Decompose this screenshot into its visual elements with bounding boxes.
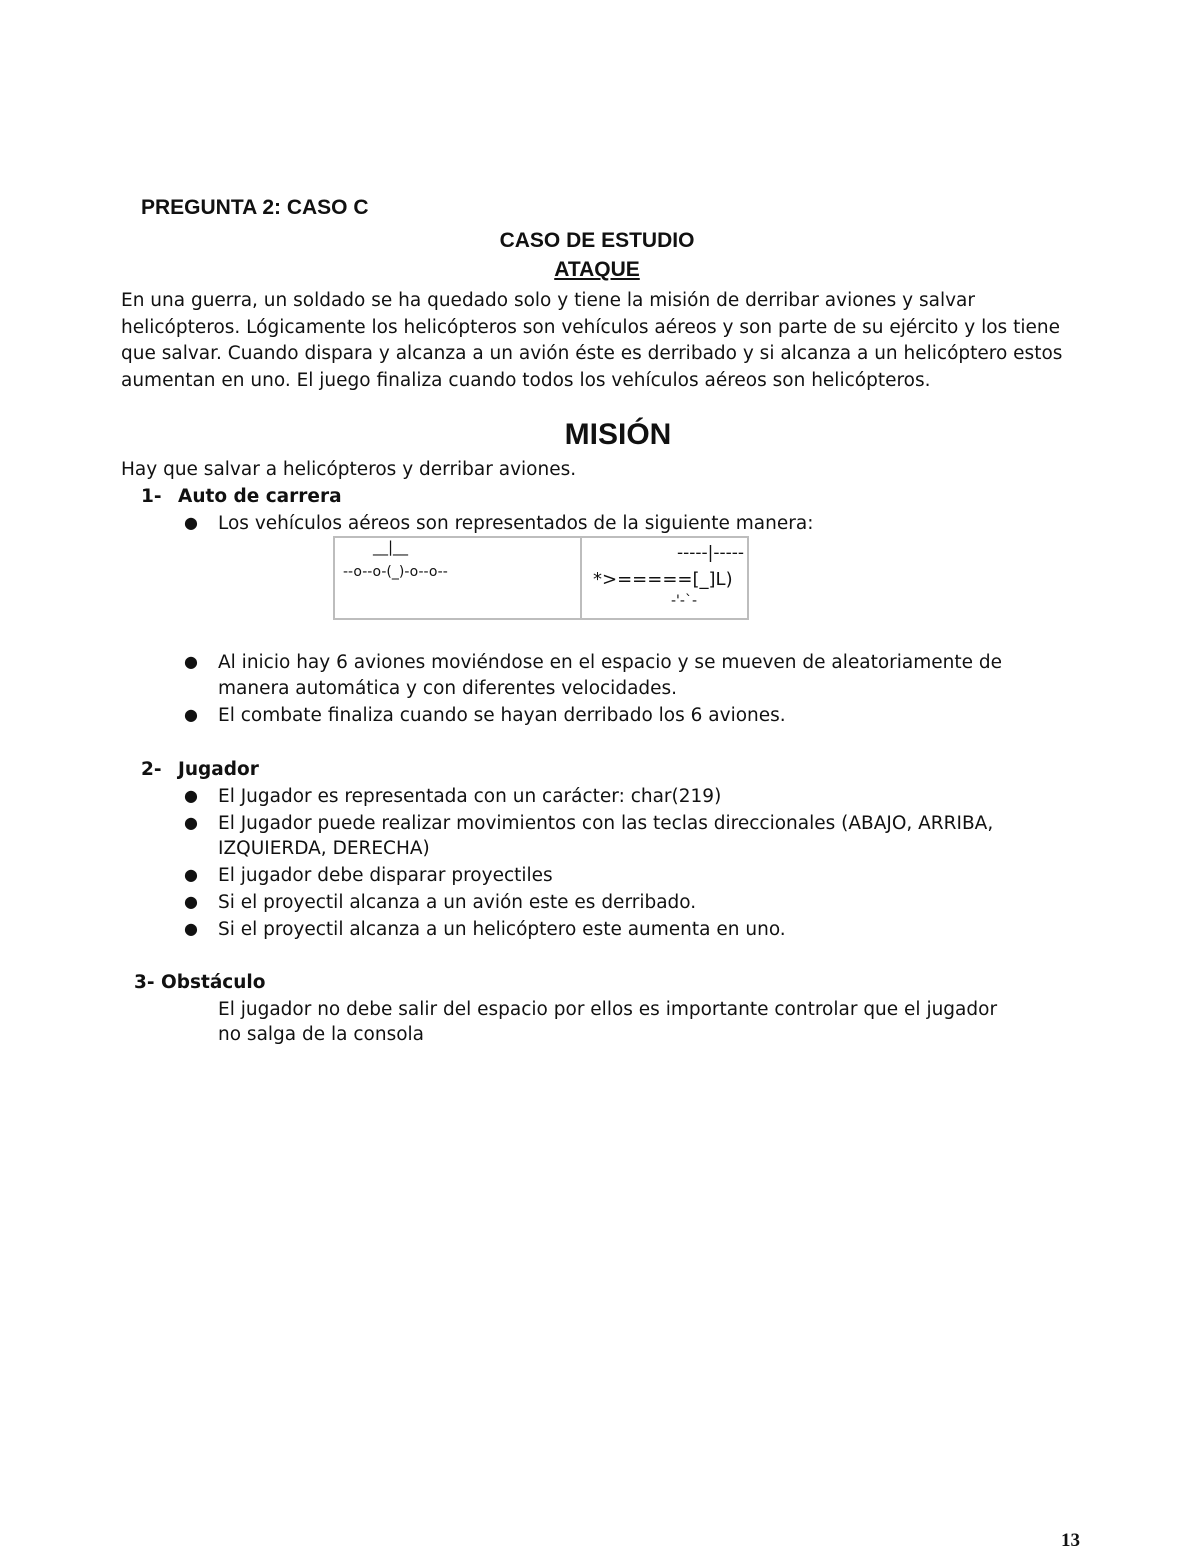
bullet-icon: ● [184, 652, 198, 671]
section1-bullet-a: Los vehículos aéreos son representados de la siguiente manera: [218, 513, 814, 534]
bullet-icon: ● [184, 705, 198, 724]
section1-bullet-c: El combate finaliza cuando se hayan derribado los 6 aviones. [218, 705, 786, 726]
page-number: 13 [1061, 1530, 1080, 1551]
section2-bullet-b-line2: IZQUIERDA, DERECHA) [218, 838, 430, 859]
section1-bullet-b-line1: Al inicio hay 6 aviones moviéndose en el espacio y se mueven de aleatoriamente de [218, 652, 1003, 673]
section1-number: 1- [141, 486, 162, 507]
section1-bullet-b-line2: manera automática y con diferentes velocidades. [218, 678, 678, 699]
bullet-icon: ● [184, 813, 198, 832]
section3-text-line1: El jugador no debe salir del espacio por ellos es importante controlar que el jugador [218, 999, 998, 1020]
intro-paragraph: En una guerra, un soldado se ha quedado solo y tiene la misión de derribar aviones y salvar helicópteros. Lógicamente los helicópteros son vehículos aéreos y son parte de su ejército y los tiene que salvar. Cuando dispara y alcanza a un avión éste es derribado y si alcanza a un helicóptero estos aumentan en uno. El juego finaliza cuando todos los vehículos aéreos son helicópteros. [121, 290, 1063, 391]
table-divider [580, 538, 582, 618]
bullet-icon: ● [184, 892, 198, 911]
bullet-icon: ● [184, 513, 198, 532]
section2-title: Jugador [178, 759, 259, 780]
plane-art-line1: -----|----- [677, 543, 745, 563]
section2-bullet-b-line1: El Jugador puede realizar movimientos con las teclas direccionales (ABAJO, ARRIBA, [218, 813, 994, 834]
section2-bullet-c: El jugador debe disparar proyectiles [218, 865, 553, 886]
bullet-icon: ● [184, 865, 198, 884]
mission-text: Hay que salvar a helicópteros y derribar aviones. [121, 459, 577, 480]
plane-art-line3: -'-`- [671, 593, 698, 609]
helicopter-art-line1: __|__ [373, 538, 409, 556]
section2-number: 2- [141, 759, 162, 780]
case-subtitle: ATAQUE [554, 258, 640, 281]
section3-text-line2: no salga de la consola [218, 1024, 425, 1045]
section3-title: 3- Obstáculo [134, 972, 266, 993]
helicopter-art-line2: --o--o-(_)-o--o-- [343, 564, 448, 580]
vehicle-representation-table [333, 536, 749, 620]
question-heading: PREGUNTA 2: CASO C [141, 196, 369, 219]
section2-bullet-d: Si el proyectil alcanza a un avión este es derribado. [218, 892, 697, 913]
plane-art-line2: *>=====[_]L) [593, 569, 733, 590]
section2-bullet-e: Si el proyectil alcanza a un helicóptero este aumenta en uno. [218, 919, 786, 940]
mission-title: MISIÓN [564, 418, 672, 451]
section1-title: Auto de carrera [178, 486, 342, 507]
section2-bullet-a: El Jugador es representada con un carácter: char(219) [218, 786, 722, 807]
bullet-icon: ● [184, 919, 198, 938]
bullet-icon: ● [184, 786, 198, 805]
case-title: CASO DE ESTUDIO [499, 229, 695, 252]
